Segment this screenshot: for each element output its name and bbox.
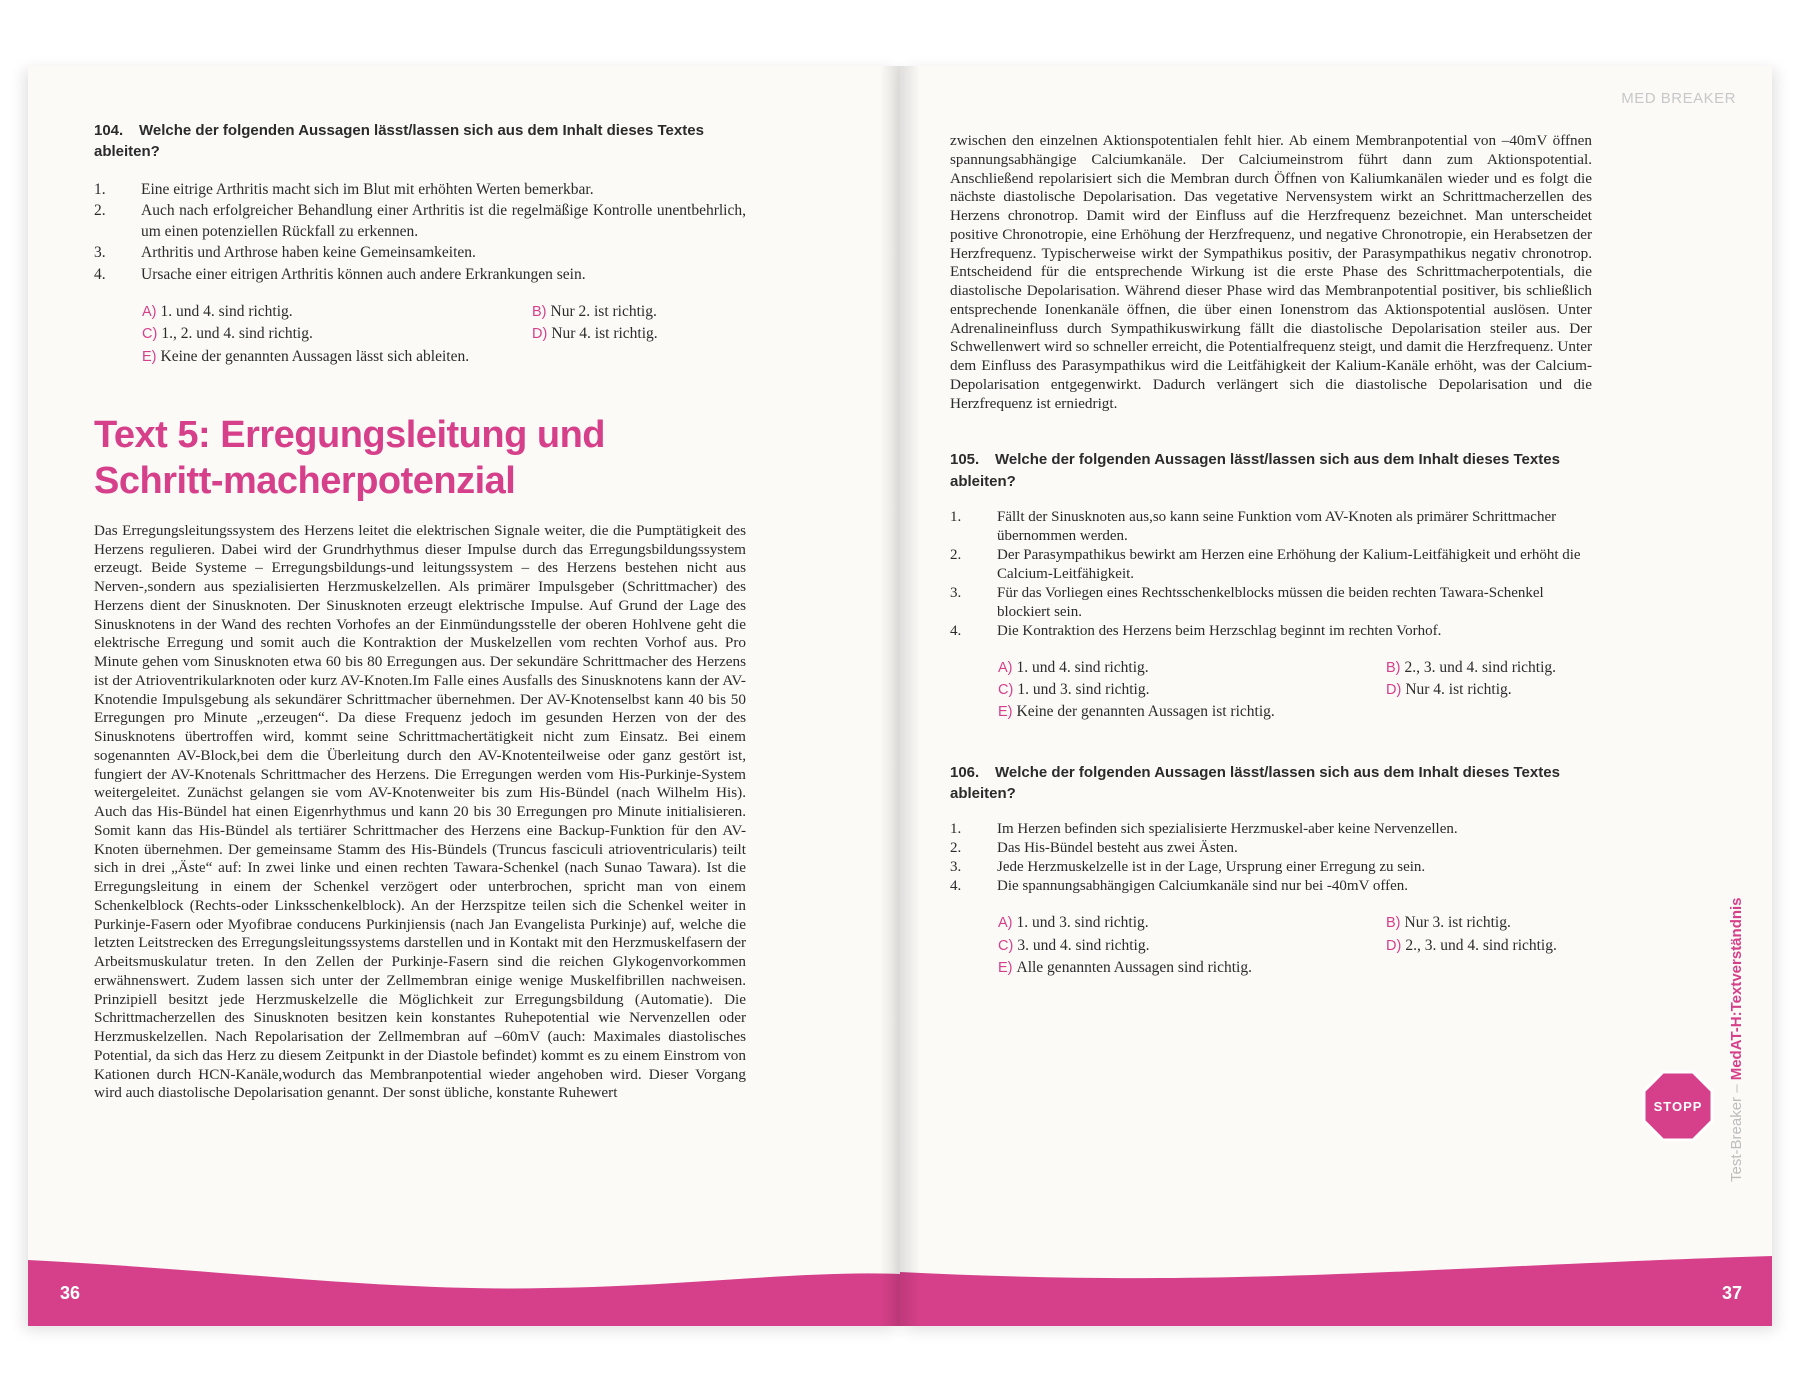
item-number: 1. bbox=[950, 508, 962, 525]
question-text: Welche der folgenden Aussagen lässt/lassen sich aus dem Inhalt dieses Textes ableiten? bbox=[94, 122, 704, 161]
item-number: 4. bbox=[950, 622, 962, 639]
answer-text: Keine der genannten Aussagen lässt sich ableiten. bbox=[160, 347, 470, 365]
answer-text: Nur 3. ist richtig. bbox=[1404, 914, 1511, 932]
item-number: 4. bbox=[94, 265, 106, 283]
answer-text: 3. und 4. sind richtig. bbox=[1017, 936, 1150, 954]
answer-a bbox=[998, 912, 1386, 934]
footer-wave bbox=[900, 1216, 1772, 1326]
item-text: Ursache einer eitrigen Arthritis können auch andere Erkrankungen sein. bbox=[141, 265, 586, 283]
answer-text: Nur 4. ist richtig. bbox=[551, 325, 658, 343]
list-item bbox=[94, 242, 746, 263]
answer-letter: C) bbox=[998, 682, 1014, 699]
question-text: Welche der folgenden Aussagen lässt/lassen sich aus dem Inhalt dieses Textes ableiten? bbox=[950, 763, 1560, 803]
continued-text: zwischen den einzelnen Aktionspotentialen fehlt hier. Ab einem Membranpotential von –40mV öffnen spannungsabhängige Calciumkanäle. Der Calciumeinstrom führt dann zum Aktionspotential. Anschließend repolarisiert sich die Membran durch Öffnen von Kaliumkanälen wieder und es folgt die nächste diastolische Depolarisation. Das vegetative Nervensystem wirkt an Schrittmacherzellen des Herzens chronotrop. Damit wird der Einfluss auf die Herzfrequenz bezeichnet. Man unterscheidet positive Chronotropie, eine Erhöhung der Herzfrequenz, und negative Chronotropie, ein Herabsetzen der Herzfrequenz. Typischerweise wirkt der Sympathikus positiv, der Parasympathikus negativ chronotrop. Entscheidend für die entsprechende Wirkung ist die erste Phase des Schrittmacherpotentials, die diastolische Depolarisation. Während dieser Phase wird das Membranpotential positiver, bis schließlich entsprechende Ionenkanäle öffnen, die über einen Ionenstrom das Aktionspotential auslösen. Unter Adrenalineinfluss durch Sympathikuswirkung fällt die diastolische Depolarisation steiler aus. Der Schwellenwert wird so schneller erreicht, die Potentialfrequenz steigt, und damit die Herzfrequenz. Unter dem Einfluss des Parasympathikus wird die Leitfähigkeit der Kalium-Kanäle erhöht, was der Calcium-Depolarisation entgegenwirkt. Dadurch verlängert sich die diastolische Depolarisation und die Herzfrequenz ist erniedrigt. bbox=[950, 132, 1592, 412]
left-page bbox=[28, 66, 900, 1326]
answer-text: 1. und 4. sind richtig. bbox=[160, 303, 293, 321]
answer-b bbox=[532, 301, 812, 323]
answer-letter: B) bbox=[1386, 659, 1401, 676]
list-item bbox=[94, 179, 746, 200]
answer-text: Alle genannten Aussagen sind richtig. bbox=[1016, 958, 1252, 976]
answer-text: 1. und 3. sind richtig. bbox=[1017, 681, 1150, 699]
item-number: 1. bbox=[950, 821, 962, 838]
answer-e bbox=[142, 346, 812, 368]
list-item bbox=[950, 820, 1592, 839]
answer-letter: E) bbox=[142, 348, 157, 365]
question-106-title bbox=[950, 762, 1592, 805]
side-label-series: Test-Breaker – bbox=[1728, 1080, 1745, 1182]
answer-d bbox=[1386, 935, 1636, 957]
answer-letter: C) bbox=[998, 937, 1014, 954]
stopp-sign-icon bbox=[1642, 1070, 1714, 1142]
list-item bbox=[950, 546, 1592, 584]
answer-letter: D) bbox=[532, 326, 548, 343]
side-label bbox=[1728, 897, 1745, 1182]
question-105-title bbox=[950, 449, 1592, 492]
answer-text: 2., 3. und 4. sind richtig. bbox=[1404, 658, 1557, 676]
footer-wave bbox=[28, 1216, 900, 1326]
text5-body: Das Erregungsleitungssystem des Herzens leitet die elektrischen Signale weiter, die die Pumptätigkeit des Herzens regulieren. Dabei wird der Grundrhythmus dieser Impulse durch das Erregungsbildungssystem erzeugt. Beide Systeme – Erregungsbildungs-und leitungssystem – des Herzens bestehen nicht aus Nerven-,sondern aus spezialisierten Herzmuskelzellen. Als primärer Impulsgeber (Schrittmacher) des Herzens dient der Sinusknoten. Der Sinusknoten erzeugt elektrische Impulse. Auf Grund der Lage des Sinusknotens in der Wand des rechten Vorhofes an der Einmündungsstelle der oberen Hohlvene geht die elektrische Erregung und somit auch die Kontraktion der Muskelzellen vom rechten Vorhof aus. Pro Minute gehen vom Sinusknoten etwa 60 bis 80 Erregungen aus. Der sekundäre Schrittmacher des Herzens ist der Atrioventrikularknoten oder kurz AV-Knoten.Im Falle eines Ausfalls des Sinusknotens kann der AV-Knotendie Impulsgebung als sekundärer Schrittmacher übernehmen. Der AV-Knotenselbst kann 40 bis 50 Erregungen pro Minute „erzeugen“. Da diese Frequenz jedoch im gesunden Herzen von der des Sinusknotens übertroffen wird, kommt seine Schrittmachertätigkeit nicht zum Einsatz. Bei einem sogenannten AV-Block,bei dem die Überleitung durch den AV-Knotenteilweise oder ganz gestört ist, fungiert der AV-Knotenals Schrittmacher des Herzens. Die Erregungen werden vom His-Purkinje-System weitergeleitet. Zunächst gelangen sie vom AV-Knotenweiter bis zum His-Bündel (nach Wilhelm His). Auch das His-Bündel hat einen Eigenrhythmus und kann 20 bis 30 Erregungen pro Minute initialisieren. Somit kann das His-Bündel als tertiärer Schrittmacher des Herzens eine Backup-Funktion für den AV-Knoten übernehmen. Der gemeinsame Stamm des His-Bündels (Truncus fasciculi atrioventricularis) teilt sich in drei „Äste“ auf: In zwei linke und einen rechten Tawara-Schenkel (nach Sunao Tawara). Ist die Erregungsleitung in einem der Schenkel verzögert oder unterbrochen, spricht man von einem Schenkelblock (Rechts-oder Linksschenkelblock). An der Herzspitze teilen sich die Schenkel weiter in Purkinje-Fasern oder Myofibrae conducens Purkinjiensis (nach Jan Evangelista Purkinje) auf, welche die letzten Leitstrecken des Erregungsleitungssystems darstellen und in Kontakt mit den Herzmuskelfasern der Arbeitsmuskulatur treten. In den Zellen der Purkinje-Fasern sind die reichen Glykogenvorkommen erwähnenswert. Zudem lassen sich unter der Zellmembran einige wenige Muskelfibrillen nachweisen. Prinzipiell besitzt jede Herzmuskelzelle die Möglichkeit zur Erregungsbildung (Automatie). Die Schrittmacherzellen des Sinusknoten besitzen kein konstantes Ruhepotential wie Nervenzellen oder Herzmuskelzellen. Nach Repolarisation der Zellmembran auf –60mV (auch: Maximales diastolisches Potential, da sich das Herz zu diesem Zeitpunkt in der Diastole befindet) kommt es zu einem Einstrom von Kationen durch HCN-Kanäle,wodurch das Membranpotential wieder angehoben wird. Dieser Vorgang wird auch diastolische Depolarisation genannt. Der sonst übliche, konstante Ruhewert bbox=[94, 521, 746, 1102]
item-text: Arthritis und Arthrose haben keine Gemeinsamkeiten. bbox=[141, 244, 476, 262]
question-106-items bbox=[950, 820, 1592, 896]
answer-a bbox=[998, 657, 1386, 679]
list-item bbox=[950, 858, 1592, 877]
answer-text: 1., 2. und 4. sind richtig. bbox=[161, 325, 313, 343]
answer-letter: D) bbox=[1386, 937, 1402, 954]
item-text: Eine eitrige Arthritis macht sich im Blut mit erhöhten Werten bemerkbar. bbox=[141, 180, 594, 198]
item-number: 3. bbox=[950, 859, 962, 876]
answer-letter: E) bbox=[998, 704, 1013, 721]
answer-letter: A) bbox=[998, 915, 1013, 932]
question-105-items bbox=[950, 508, 1592, 641]
question-number: 105. bbox=[950, 451, 980, 469]
item-text: Fällt der Sinusknoten aus,so kann seine Funktion vom AV-Knoten als primärer Schrittmacher übernommen werden. bbox=[997, 508, 1557, 544]
answer-text: 1. und 3. sind richtig. bbox=[1016, 914, 1149, 932]
answer-b bbox=[1386, 657, 1636, 679]
answer-d bbox=[1386, 679, 1636, 701]
answer-e bbox=[998, 701, 1636, 723]
item-text: Die Kontraktion des Herzens beim Herzschlag beginnt im rechten Vorhof. bbox=[997, 622, 1442, 639]
answer-b bbox=[1386, 912, 1636, 934]
item-number: 2. bbox=[950, 840, 962, 857]
question-106-answers bbox=[998, 912, 1592, 979]
answer-c bbox=[998, 935, 1386, 957]
answer-letter: B) bbox=[1386, 915, 1401, 932]
item-text: Auch nach erfolgreicher Behandlung einer Arthritis ist die regelmäßige Kontrolle unentbehrlich, um einen potenziellen Rückfall zu erkennen. bbox=[141, 201, 746, 241]
answer-letter: C) bbox=[142, 326, 158, 343]
item-number: 2. bbox=[950, 546, 962, 563]
item-number: 4. bbox=[950, 878, 962, 895]
item-text: Das His-Bündel besteht aus zwei Ästen. bbox=[997, 840, 1238, 857]
item-text: Für das Vorliegen eines Rechtsschenkelblocks müssen die beiden rechten Tawara-Schenkel blockiert sein. bbox=[997, 584, 1544, 620]
answer-c bbox=[998, 679, 1386, 701]
list-item bbox=[94, 200, 746, 243]
list-item bbox=[950, 877, 1592, 896]
answer-c bbox=[142, 323, 532, 345]
right-page-content bbox=[950, 132, 1592, 979]
answer-text: 2., 3. und 4. sind richtig. bbox=[1405, 936, 1557, 954]
text5-title: Text 5: Erregungsleitung und Schritt-macherpotenzial bbox=[94, 413, 605, 502]
medbreaker-logo: MED BREAKER bbox=[1621, 90, 1736, 107]
item-number: 1. bbox=[94, 180, 106, 198]
question-number: 106. bbox=[950, 763, 980, 781]
right-page bbox=[900, 66, 1772, 1326]
question-104-title bbox=[94, 120, 746, 163]
answer-text: 1. und 4. sind richtig. bbox=[1016, 658, 1149, 676]
left-page-content bbox=[94, 120, 746, 1103]
question-text: Welche der folgenden Aussagen lässt/lassen sich aus dem Inhalt dieses Textes ableiten? bbox=[950, 451, 1560, 490]
answer-letter: D) bbox=[1386, 682, 1402, 699]
answer-text: Nur 2. ist richtig. bbox=[550, 303, 657, 321]
list-item bbox=[950, 584, 1592, 622]
item-text: Der Parasympathikus bewirkt am Herzen eine Erhöhung der Kalium-Leitfähigkeit und erhöht die Calcium-Leitfähigkeit. bbox=[997, 546, 1581, 582]
side-label-section: MedAT-H:Textverständnis bbox=[1728, 897, 1745, 1081]
item-text: Im Herzen befinden sich spezialisierte Herzmuskel-aber keine Nervenzellen. bbox=[997, 821, 1458, 838]
list-item bbox=[950, 508, 1592, 546]
list-item bbox=[950, 839, 1592, 858]
page-number-left: 36 bbox=[60, 1283, 81, 1303]
answer-text: Keine der genannten Aussagen ist richtig. bbox=[1016, 703, 1275, 721]
page-number-right: 37 bbox=[1721, 1283, 1742, 1303]
answer-letter: E) bbox=[998, 959, 1013, 976]
question-105-answers bbox=[998, 657, 1592, 724]
question-104-answers bbox=[142, 301, 746, 368]
item-text: Jede Herzmuskelzelle ist in der Lage, Ursprung einer Erregung zu sein. bbox=[997, 859, 1426, 876]
answer-letter: A) bbox=[998, 659, 1013, 676]
answer-text: Nur 4. ist richtig. bbox=[1405, 681, 1512, 699]
list-item bbox=[94, 264, 746, 285]
book-spread bbox=[28, 66, 1772, 1326]
item-number: 3. bbox=[950, 584, 962, 601]
question-104-items bbox=[94, 179, 746, 285]
question-number: 104. bbox=[94, 122, 124, 139]
answer-letter: A) bbox=[142, 304, 157, 321]
answer-a bbox=[142, 301, 532, 323]
answer-d bbox=[532, 323, 812, 345]
item-text: Die spannungsabhängigen Calciumkanäle sind nur bei -40mV offen. bbox=[997, 878, 1409, 895]
answer-letter: B) bbox=[532, 304, 547, 321]
answer-e bbox=[998, 957, 1636, 979]
stopp-label: STOPP bbox=[1653, 1099, 1703, 1114]
item-number: 3. bbox=[94, 244, 106, 262]
list-item bbox=[950, 622, 1592, 641]
item-number: 2. bbox=[94, 201, 106, 219]
